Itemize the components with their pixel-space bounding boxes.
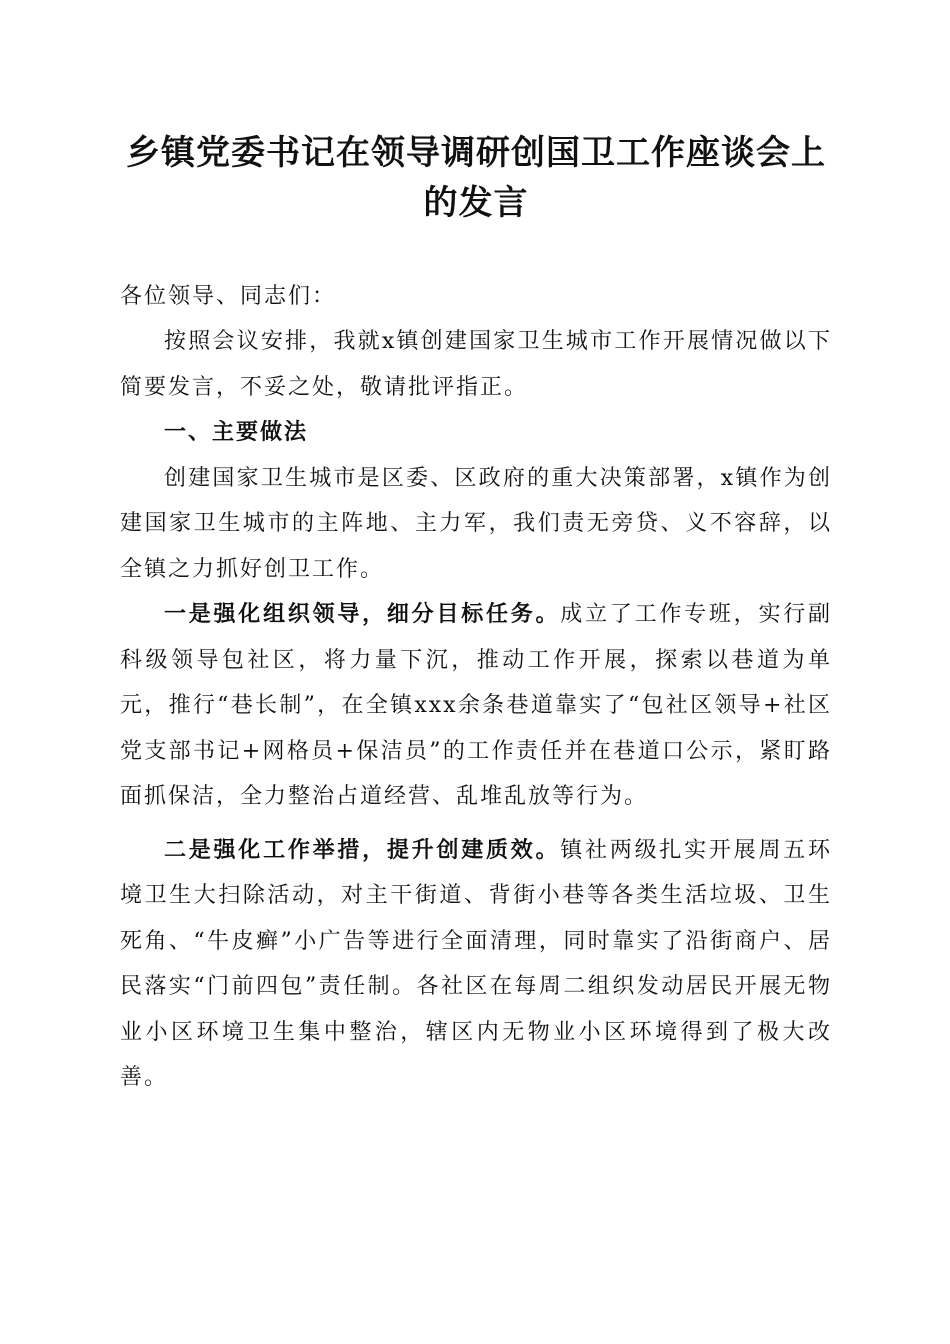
section-intro-paragraph: 创建国家卫生城市是区委、区政府的重大决策部署，x镇作为创建国家卫生城市的主阵地、主力军，我们责无旁贷、义不容辞，以全镇之力抓好创卫工作。 [120,465,832,582]
point-one-body: 成立了工作专班，实行副科级领导包社区，将力量下沉，推动工作开展，探索以巷道为单元，推行“巷长制”，在全镇xxx余条巷道靠实了“包社区领导+社区党支部书记+网格员+保洁员”的工作责任并在巷道口公示，紧盯路面抓保洁，全力整治占道经营、乱堆乱放等行为。 [120,602,832,809]
salutation: 各位领导、同志们： [120,284,337,309]
point-one-paragraph [120,592,832,820]
intro-paragraph: 按照会议安排，我就x镇创建国家卫生城市工作开展情况做以下简要发言，不妥之处，敬请批评指正。 [120,329,832,400]
section-heading-main-practices: 一、主要做法 [164,420,309,445]
point-two-paragraph [120,828,832,1101]
point-one-lead: 一是强化组织领导，细分目标任务。 [164,601,561,627]
document-page [120,128,832,1101]
point-two-lead: 二是强化工作举措，提升创建质效。 [164,836,561,863]
document-title: 乡镇党委书记在领导调研创国卫工作座谈会上的发言 [126,133,826,223]
point-two-body: 镇社两级扎实开展周五环境卫生大扫除活动，对主干街道、背街小巷等各类生活垃圾、卫生死角、“牛皮癣”小广告等进行全面清理，同时靠实了沿街商户、居民落实“门前四包”责任制。各社区在每周二组织发动居民开展无物业小区环境卫生集中整治，辖区内无物业小区环境得到了极大改善。 [120,837,832,1090]
paragraph-spacer [120,820,832,828]
